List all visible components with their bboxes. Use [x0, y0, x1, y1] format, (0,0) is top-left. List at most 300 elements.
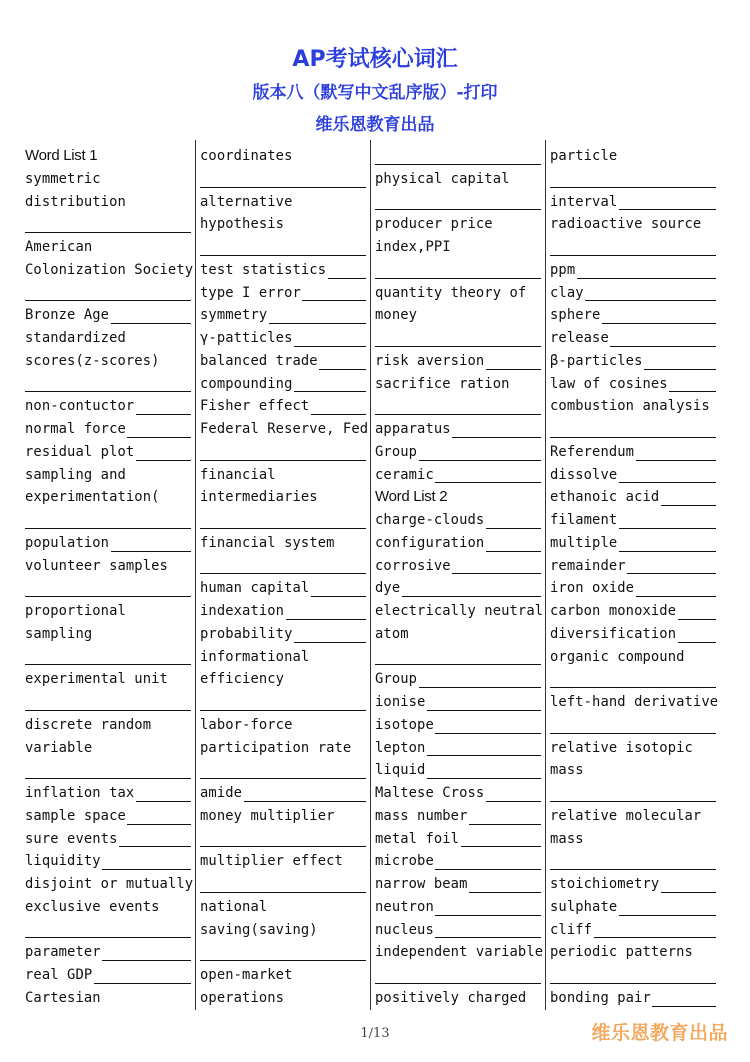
- vocab-term: mass: [550, 830, 584, 847]
- vocab-term: distribution: [25, 193, 126, 210]
- answer-blank-row: [550, 850, 720, 873]
- vocab-term: metal foil: [375, 830, 460, 847]
- vocab-item: [550, 691, 720, 714]
- vocab-item: [550, 509, 720, 532]
- vocab-item: [200, 782, 370, 805]
- vocab-term: cliff: [550, 921, 593, 938]
- vocab-item: [375, 441, 545, 464]
- vocab-term: operations: [200, 989, 285, 1006]
- answer-blank-row: [375, 191, 545, 214]
- vocab-term: β-particles: [550, 352, 643, 369]
- answer-blank-line: [644, 369, 716, 370]
- vocab-item: [200, 259, 370, 282]
- answer-blank-line: [427, 710, 541, 711]
- answer-blank-row: [550, 714, 720, 737]
- answer-blank-line: [294, 346, 366, 347]
- answer-blank-line: [550, 187, 716, 188]
- answer-blank-line: [435, 482, 541, 483]
- vocab-item: [550, 304, 720, 327]
- answer-blank-line: [311, 414, 366, 415]
- vocab-term: relative molecular: [550, 807, 702, 824]
- answer-blank-line: [461, 846, 541, 847]
- vocab-term: Federal Reserve, Fed: [200, 421, 369, 437]
- vocab-item: [375, 668, 545, 691]
- watermark-logo: 维乐恩教育出品: [591, 1022, 728, 1044]
- answer-blank-line: [619, 528, 716, 529]
- vocab-term: charge-clouds: [375, 512, 485, 528]
- answer-blank-line: [200, 573, 366, 574]
- vocab-item: [550, 805, 720, 828]
- vocab-item: [375, 600, 545, 623]
- vocab-item: [25, 600, 195, 623]
- column-divider: [195, 140, 196, 1010]
- vocab-term: disjoint or mutually: [25, 876, 194, 892]
- vocab-item: [200, 373, 370, 396]
- answer-blank-line: [94, 983, 191, 984]
- vocab-item: [25, 782, 195, 805]
- vocab-item: [25, 464, 195, 487]
- answer-blank-line: [127, 437, 191, 438]
- vocab-item: [200, 532, 370, 555]
- vocab-term: lepton: [375, 739, 426, 756]
- answer-blank-row: [25, 577, 195, 600]
- answer-blank-line: [577, 278, 716, 279]
- vocab-item: [375, 418, 545, 441]
- answer-blank-line: [136, 460, 191, 461]
- answer-blank-row: [550, 782, 720, 805]
- answer-blank-line: [25, 596, 191, 597]
- vocab-item: [375, 168, 545, 191]
- answer-blank-row: [200, 873, 370, 896]
- vocab-item: [200, 919, 370, 942]
- vocab-item: [550, 464, 720, 487]
- vocab-term: amide: [200, 785, 243, 801]
- answer-blank-line: [111, 551, 191, 552]
- vocab-item: [550, 145, 720, 168]
- vocab-item: [25, 896, 195, 919]
- answer-blank-row: [200, 509, 370, 532]
- word-column-4: [550, 145, 720, 1010]
- answer-blank-line: [25, 300, 191, 301]
- vocab-item: [200, 350, 370, 373]
- answer-blank-row: [200, 828, 370, 851]
- vocab-item: [550, 441, 720, 464]
- answer-blank-line: [375, 664, 541, 665]
- answer-blank-line: [269, 323, 366, 324]
- answer-blank-line: [419, 460, 541, 461]
- vocab-item: [375, 828, 545, 851]
- vocab-item: [200, 486, 370, 509]
- vocab-term: narrow beam: [375, 876, 468, 892]
- vocab-term: microbe: [375, 853, 434, 870]
- answer-blank-row: [375, 259, 545, 282]
- vocab-item: [550, 828, 720, 851]
- answer-blank-line: [375, 983, 541, 984]
- answer-blank-line: [25, 664, 191, 665]
- answer-blank-line: [619, 482, 716, 483]
- answer-blank-row: [550, 964, 720, 987]
- vocab-item: [25, 304, 195, 327]
- answer-blank-line: [550, 255, 716, 256]
- vocab-term: proportional: [25, 603, 126, 619]
- answer-blank-line: [452, 437, 541, 438]
- answer-blank-line: [661, 505, 716, 506]
- answer-blank-line: [328, 278, 366, 279]
- vocab-term: non-contuctor: [25, 398, 135, 415]
- word-column-1: [25, 145, 195, 1010]
- vocab-item: [550, 919, 720, 942]
- vocab-item: [550, 737, 720, 760]
- vocab-item: [375, 555, 545, 578]
- vocab-term: independent variable: [375, 944, 544, 961]
- vocab-term: ceramic: [375, 466, 434, 483]
- vocab-item: [550, 623, 720, 646]
- answer-blank-line: [550, 437, 716, 438]
- vocab-term: symmetric: [25, 170, 101, 187]
- vocab-item: [375, 577, 545, 600]
- answer-blank-line: [678, 642, 716, 643]
- answer-blank-line: [319, 369, 366, 370]
- answer-blank-line: [627, 573, 716, 574]
- answer-blank-line: [636, 596, 716, 597]
- answer-blank-line: [486, 551, 541, 552]
- vocab-item: [375, 282, 545, 305]
- vocab-item: [550, 350, 720, 373]
- answer-blank-line: [302, 300, 366, 301]
- vocab-term: relative isotopic: [550, 739, 693, 756]
- answer-blank-line: [136, 801, 191, 802]
- vocab-item: [200, 577, 370, 600]
- column-divider: [370, 140, 371, 1010]
- word-list-heading: [25, 145, 195, 168]
- answer-blank-line: [678, 619, 716, 620]
- answer-blank-line: [550, 869, 716, 870]
- answer-blank-row: [25, 509, 195, 532]
- vocab-term: sacrifice ration: [375, 375, 510, 392]
- vocab-term: ppm: [550, 261, 576, 278]
- answer-blank-line: [594, 937, 716, 938]
- vocab-term: nucleus: [375, 921, 434, 938]
- vocab-term: Group: [375, 671, 418, 688]
- vocab-item: [375, 213, 545, 236]
- vocab-item: [375, 759, 545, 782]
- vocab-term: probability: [200, 625, 293, 642]
- answer-blank-row: [25, 919, 195, 942]
- vocab-item: [550, 555, 720, 578]
- answer-blank-line: [25, 391, 191, 392]
- vocab-term: population: [25, 534, 110, 551]
- word-list-heading-label: Word List 1: [25, 147, 98, 164]
- vocab-term: experimental unit: [25, 671, 168, 688]
- vocab-item: [25, 964, 195, 987]
- vocab-item: [25, 828, 195, 851]
- answer-blank-line: [102, 869, 191, 870]
- vocab-item: [25, 259, 195, 282]
- vocab-item: [550, 532, 720, 555]
- answer-blank-row: [375, 964, 545, 987]
- vocab-term: multiple: [550, 534, 618, 551]
- answer-blank-line: [25, 778, 191, 779]
- answer-blank-line: [200, 710, 366, 711]
- answer-blank-row: [375, 646, 545, 669]
- vocab-item: [375, 532, 545, 555]
- vocab-item: [25, 486, 195, 509]
- answer-blank-line: [25, 528, 191, 529]
- vocab-item: [200, 964, 370, 987]
- vocab-item: [375, 464, 545, 487]
- answer-blank-row: [200, 168, 370, 191]
- vocab-item: [25, 395, 195, 418]
- vocab-term: dissolve: [550, 466, 618, 483]
- vocab-item: [25, 418, 195, 441]
- answer-blank-line: [427, 755, 541, 756]
- vocab-item: [200, 646, 370, 669]
- vocab-term: sampling: [25, 625, 93, 642]
- vocab-term: ethanoic acid: [550, 489, 660, 506]
- answer-blank-line: [636, 460, 716, 461]
- document-header: [0, 44, 750, 140]
- vocab-term: hypothesis: [200, 216, 285, 233]
- vocab-term: diversification: [550, 625, 677, 642]
- vocab-term: variable: [25, 739, 93, 756]
- vocab-item: [200, 282, 370, 305]
- vocab-term: experimentation(: [25, 489, 160, 506]
- answer-blank-line: [200, 187, 366, 188]
- answer-blank-line: [469, 892, 541, 893]
- vocab-item: [25, 941, 195, 964]
- vocab-term: sure events: [25, 830, 118, 847]
- answer-blank-line: [375, 209, 541, 210]
- answer-blank-line: [435, 733, 541, 734]
- vocab-term: release: [550, 330, 609, 346]
- answer-blank-line: [375, 346, 541, 347]
- vocab-item: [200, 418, 370, 441]
- vocab-item: [25, 350, 195, 373]
- vocab-item: [25, 236, 195, 259]
- vocab-item: [375, 373, 545, 396]
- vocab-term: standardized: [25, 330, 126, 346]
- vocab-term: configuration: [375, 534, 485, 551]
- answer-blank-row: [375, 145, 545, 168]
- vocab-item: [550, 577, 720, 600]
- vocab-term: financial system: [200, 534, 335, 551]
- vocab-item: [550, 327, 720, 350]
- answer-blank-line: [652, 1006, 716, 1007]
- vocab-term: open-market: [200, 967, 293, 983]
- vocab-term: bonding pair: [550, 989, 651, 1006]
- vocab-term: radioactive source: [550, 216, 702, 233]
- vocab-term: mass number: [375, 807, 468, 824]
- answer-blank-line: [111, 323, 191, 324]
- vocab-item: [375, 987, 545, 1010]
- answer-blank-row: [550, 418, 720, 441]
- vocab-term: intermediaries: [200, 489, 318, 506]
- vocab-term: index,PPI: [375, 239, 451, 255]
- vocab-item: [375, 896, 545, 919]
- answer-blank-line: [602, 323, 716, 324]
- answer-blank-line: [486, 528, 541, 529]
- answer-blank-row: [200, 555, 370, 578]
- vocab-item: [550, 600, 720, 623]
- vocab-item: [200, 600, 370, 623]
- vocab-item: [25, 623, 195, 646]
- vocab-item: [550, 259, 720, 282]
- vocab-item: [25, 555, 195, 578]
- vocab-term: labor-force: [200, 716, 293, 733]
- answer-blank-line: [452, 573, 541, 574]
- vocab-term: law of cosines: [550, 375, 668, 392]
- vocab-term: participation rate: [200, 739, 352, 756]
- answer-blank-line: [469, 824, 541, 825]
- vocab-item: [200, 623, 370, 646]
- answer-blank-row: [200, 759, 370, 782]
- answer-blank-line: [375, 414, 541, 415]
- vocab-item: [200, 145, 370, 168]
- vocab-term: Colonization Society: [25, 261, 194, 278]
- answer-blank-line: [200, 460, 366, 461]
- vocab-item: [200, 896, 370, 919]
- vocab-item: [550, 987, 720, 1010]
- answer-blank-line: [550, 687, 716, 688]
- vocab-term: alternative: [200, 193, 293, 210]
- vocab-item: [550, 282, 720, 305]
- vocab-item: [375, 350, 545, 373]
- answer-blank-line: [200, 892, 366, 893]
- vocab-item: [200, 805, 370, 828]
- answer-blank-line: [25, 232, 191, 233]
- vocab-term: saving(saving): [200, 921, 318, 938]
- vocab-term: Group: [375, 443, 418, 460]
- answer-blank-line: [550, 983, 716, 984]
- answer-blank-line: [294, 391, 366, 392]
- answer-blank-line: [435, 869, 541, 870]
- vocab-term: sphere: [550, 307, 601, 324]
- vocab-term: efficiency: [200, 671, 285, 688]
- vocab-term: stoichiometry: [550, 876, 660, 892]
- vocab-item: [25, 987, 195, 1010]
- document-subtitle: 版本八（默写中文乱序版）-打印: [252, 83, 498, 103]
- answer-blank-line: [585, 300, 716, 301]
- vocab-term: liquid: [375, 762, 426, 779]
- vocab-term: real GDP: [25, 967, 93, 983]
- vocab-term: volunteer samples: [25, 557, 168, 574]
- vocab-item: [25, 714, 195, 737]
- vocab-item: [375, 919, 545, 942]
- vocab-term: inflation tax: [25, 785, 135, 801]
- answer-blank-line: [550, 801, 716, 802]
- vocab-item: [550, 646, 720, 669]
- answer-blank-line: [200, 255, 366, 256]
- vocab-term: balanced trade: [200, 352, 318, 369]
- answer-blank-row: [550, 236, 720, 259]
- vocab-term: physical capital: [375, 170, 510, 187]
- vocab-item: [200, 668, 370, 691]
- vocab-term: organic compound: [550, 648, 685, 665]
- vocab-term: electrically neutral: [375, 603, 544, 619]
- vocab-term: carbon monoxide: [550, 603, 677, 619]
- vocab-term: neutron: [375, 898, 434, 915]
- answer-blank-row: [200, 691, 370, 714]
- vocab-item: [25, 168, 195, 191]
- vocab-item: [200, 464, 370, 487]
- answer-blank-line: [200, 528, 366, 529]
- vocab-term: Bronze Age: [25, 307, 110, 324]
- vocab-term: normal force: [25, 421, 126, 437]
- vocab-item: [375, 623, 545, 646]
- vocab-term: Fisher effect: [200, 398, 310, 415]
- vocab-item: [375, 304, 545, 327]
- vocab-item: [375, 850, 545, 873]
- vocab-term: γ-patticles: [200, 330, 293, 346]
- vocab-term: sample space: [25, 807, 126, 824]
- vocab-item: [375, 714, 545, 737]
- vocab-term: money multiplier: [200, 807, 335, 824]
- answer-blank-line: [375, 278, 541, 279]
- vocab-item: [200, 987, 370, 1010]
- vocab-item: [550, 873, 720, 896]
- answer-blank-line: [286, 619, 366, 620]
- vocab-item: [200, 395, 370, 418]
- answer-blank-line: [610, 346, 716, 347]
- answer-blank-line: [435, 937, 541, 938]
- answer-blank-row: [25, 373, 195, 396]
- answer-blank-line: [661, 892, 716, 893]
- vocab-item: [25, 327, 195, 350]
- vocab-term: type I error: [200, 284, 301, 301]
- vocab-term: symmetry: [200, 307, 268, 324]
- answer-blank-line: [550, 733, 716, 734]
- vocab-term: test statistics: [200, 261, 327, 278]
- vocab-term: liquidity: [25, 853, 101, 870]
- answer-blank-line: [244, 801, 366, 802]
- vocab-term: remainder: [550, 557, 626, 574]
- vocab-term: corrosive: [375, 557, 451, 574]
- answer-blank-line: [435, 915, 541, 916]
- vocab-term: money: [375, 307, 418, 324]
- answer-blank-line: [294, 642, 366, 643]
- answer-blank-row: [25, 282, 195, 305]
- page-number: 1/13: [360, 1026, 390, 1041]
- answer-blank-line: [102, 960, 191, 961]
- vocab-term: coordinates: [200, 148, 293, 164]
- vocab-item: [550, 395, 720, 418]
- answer-blank-row: [25, 691, 195, 714]
- answer-blank-line: [486, 369, 541, 370]
- vocab-term: producer price: [375, 216, 493, 233]
- vocab-item: [25, 737, 195, 760]
- vocab-term: clay: [550, 284, 584, 301]
- answer-blank-line: [375, 164, 541, 165]
- vocab-item: [550, 191, 720, 214]
- vocab-term: atom: [375, 625, 409, 642]
- document-title: AP考试核心词汇: [292, 47, 458, 72]
- vocab-item: [375, 805, 545, 828]
- vocab-term: residual plot: [25, 443, 135, 460]
- answer-blank-row: [375, 395, 545, 418]
- answer-blank-line: [200, 960, 366, 961]
- answer-blank-row: [550, 668, 720, 691]
- vocab-item: [375, 236, 545, 259]
- answer-blank-line: [200, 778, 366, 779]
- vocab-term: national: [200, 898, 268, 915]
- vocab-item: [25, 191, 195, 214]
- vocab-term: filament: [550, 512, 618, 528]
- vocab-item: [375, 509, 545, 532]
- answer-blank-line: [311, 596, 366, 597]
- answer-blank-line: [619, 551, 716, 552]
- vocab-item: [25, 873, 195, 896]
- vocab-term: parameter: [25, 944, 101, 961]
